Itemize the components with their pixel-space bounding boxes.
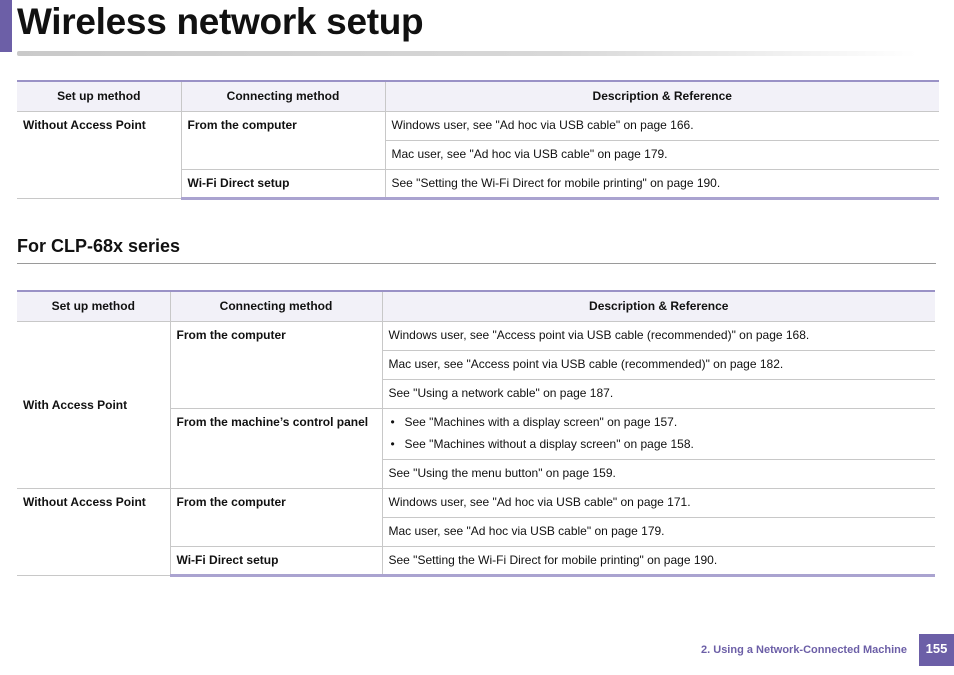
connecting-method-cell: From the computer xyxy=(170,488,382,546)
description-cell: See "Setting the Wi-Fi Direct for mobile printing" on page 190. xyxy=(385,169,939,198)
footer-chapter-link[interactable]: 2. Using a Network-Connected Machine xyxy=(701,644,907,656)
bullet-list xyxy=(389,415,930,451)
connecting-method-cell: From the machine’s control panel xyxy=(170,408,382,488)
setup-table-2 xyxy=(17,290,935,577)
header-description: Description & Reference xyxy=(382,291,935,321)
table-row xyxy=(17,321,935,350)
description-cell: See "Using the menu button" on page 159. xyxy=(382,459,935,488)
list-item: • See "Machines without a display screen" on page 158. xyxy=(389,437,930,451)
header-setup-method: Set up method xyxy=(17,81,181,111)
connecting-method-cell: From the computer xyxy=(170,321,382,408)
description-cell: Windows user, see "Ad hoc via USB cable" on page 166. xyxy=(385,111,939,140)
title-accent-bar xyxy=(0,0,12,52)
table-row xyxy=(17,111,939,140)
header-setup-method: Set up method xyxy=(17,291,170,321)
setup-method-cell: With Access Point xyxy=(17,321,170,488)
setup-table-1 xyxy=(17,80,939,200)
description-cell: Mac user, see "Ad hoc via USB cable" on page 179. xyxy=(382,517,935,546)
description-cell: Mac user, see "Ad hoc via USB cable" on page 179. xyxy=(385,140,939,169)
setup-method-cell: Without Access Point xyxy=(17,111,181,198)
header-connecting-method: Connecting method xyxy=(170,291,382,321)
connecting-method-cell: Wi-Fi Direct setup xyxy=(170,546,382,575)
table-row xyxy=(17,488,935,517)
description-cell: Mac user, see "Access point via USB cable (recommended)" on page 182. xyxy=(382,350,935,379)
table-header-row xyxy=(17,291,935,321)
description-cell: See "Using a network cable" on page 187. xyxy=(382,379,935,408)
title-divider xyxy=(17,51,917,56)
description-cell: See "Setting the Wi-Fi Direct for mobile printing" on page 190. xyxy=(382,546,935,575)
table-header-row xyxy=(17,81,939,111)
header-description: Description & Reference xyxy=(385,81,939,111)
page-number-badge: 155 xyxy=(919,634,954,666)
description-cell: Windows user, see "Access point via USB cable (recommended)" on page 168. xyxy=(382,321,935,350)
setup-method-cell: Without Access Point xyxy=(17,488,170,575)
section-divider xyxy=(17,263,936,264)
list-item: • See "Machines with a display screen" on page 157. xyxy=(389,415,930,429)
description-cell xyxy=(382,408,935,459)
page-title: Wireless network setup xyxy=(17,1,424,42)
section-heading: For CLP-68x series xyxy=(17,236,181,256)
description-cell: Windows user, see "Ad hoc via USB cable" on page 171. xyxy=(382,488,935,517)
connecting-method-cell: From the computer xyxy=(181,111,385,169)
connecting-method-cell: Wi-Fi Direct setup xyxy=(181,169,385,198)
header-connecting-method: Connecting method xyxy=(181,81,385,111)
